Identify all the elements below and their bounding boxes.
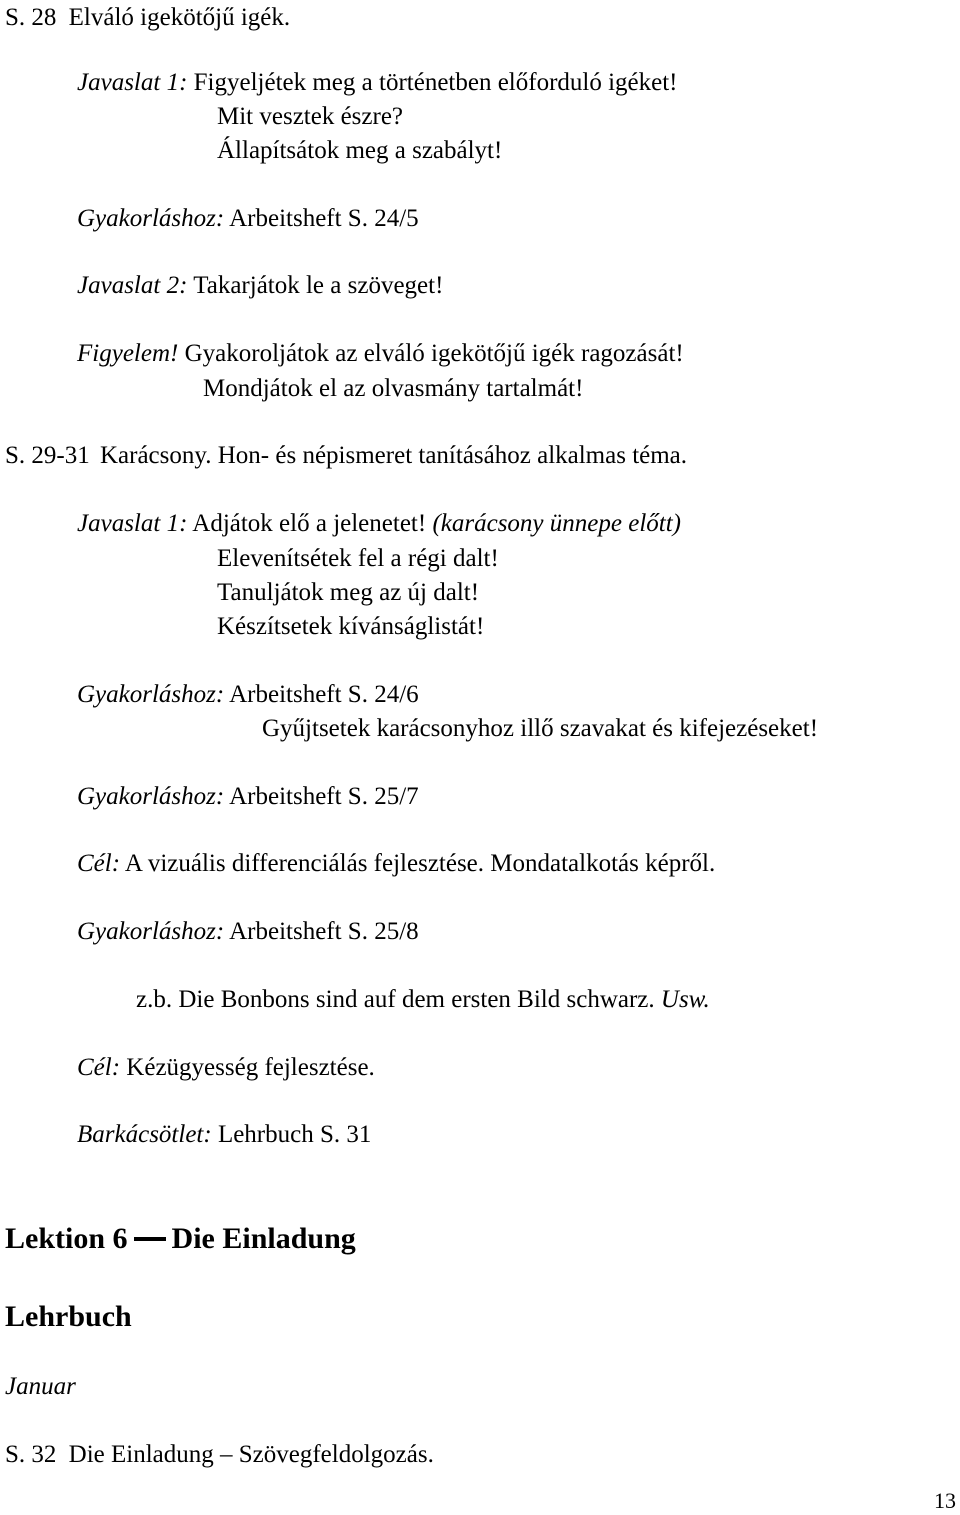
practice-text: Arbeitsheft S. 25/8 <box>229 918 419 945</box>
suggestion-1 <box>77 511 681 536</box>
heading-dash <box>134 1237 166 1241</box>
attention-label: Figyelem! <box>77 340 179 367</box>
lesson-heading-s29-31 <box>5 443 687 468</box>
goal-note <box>77 1055 375 1080</box>
practice-label: Gyakorláshoz: <box>77 918 225 945</box>
practice-text: Arbeitsheft S. 25/7 <box>229 783 419 810</box>
practice-text: Arbeitsheft S. 24/5 <box>229 205 419 232</box>
practice-task: Gyűjtsetek karácsonyhoz illő szavakat és kifejezéseket! <box>262 715 819 742</box>
page-ref: S. 28 <box>5 4 57 31</box>
lesson-title: Die Einladung – Szövegfeldolgozás. <box>68 1441 434 1468</box>
lesson-heading-s32 <box>5 1442 434 1467</box>
page-ref: S. 29-31 <box>5 442 90 469</box>
goal-text: Kézügyesség fejlesztése. <box>126 1054 375 1081</box>
suggestion-label: Javaslat 1: <box>77 69 188 96</box>
attention-note <box>77 341 684 366</box>
suggestion-text: Adjátok elő a jelenetet! <box>192 510 427 537</box>
suggestion-1 <box>77 70 678 95</box>
suggestion-note: (karácsony ünnepe előtt) <box>432 510 681 537</box>
lesson-heading-s28 <box>5 5 290 30</box>
chapter-number: Lektion 6 <box>5 1222 128 1255</box>
craft-idea <box>77 1122 371 1147</box>
chapter-title: Die Einladung <box>171 1222 356 1255</box>
suggestion-1-line-4: Készítsetek kívánságlistát! <box>217 613 485 640</box>
example-etc: Usw. <box>660 986 710 1013</box>
practice-ref <box>77 784 419 809</box>
month-label: Januar <box>5 1373 76 1400</box>
suggestion-text: Figyeljétek meg a történetben előforduló igéket! <box>193 69 678 96</box>
suggestion-text: Takarjátok le a szöveget! <box>193 272 444 299</box>
practice-label: Gyakorláshoz: <box>77 205 225 232</box>
practice-ref <box>77 206 419 231</box>
page-ref: S. 32 <box>5 1441 57 1468</box>
practice-label: Gyakorláshoz: <box>77 783 225 810</box>
suggestion-2 <box>77 273 443 298</box>
practice-ref <box>77 682 419 707</box>
attention-line-2: Mondjátok el az olvasmány tartalmát! <box>203 375 584 402</box>
goal-text: A vizuális differenciálás fejlesztése. Mondatalkotás képről. <box>124 850 716 877</box>
goal-label: Cél: <box>77 1054 121 1081</box>
goal-label: Cél: <box>77 850 121 877</box>
craft-label: Barkácsötlet: <box>77 1121 212 1148</box>
example-text: z.b. Die Bonbons sind auf dem ersten Bild schwarz. <box>136 986 655 1013</box>
lesson-title: Elváló igekötőjű igék. <box>68 4 291 31</box>
craft-text: Lehrbuch S. 31 <box>217 1121 372 1148</box>
attention-text: Gyakoroljátok az elváló igekötőjű igék ragozását! <box>184 340 684 367</box>
chapter-heading <box>5 1224 356 1254</box>
goal-note <box>77 851 715 876</box>
suggestion-label: Javaslat 2: <box>77 272 188 299</box>
suggestion-label: Javaslat 1: <box>77 510 188 537</box>
suggestion-1-line-2: Elevenítsétek fel a régi dalt! <box>217 545 499 572</box>
practice-text: Arbeitsheft S. 24/6 <box>229 681 419 708</box>
section-heading: Lehrbuch <box>5 1300 132 1333</box>
practice-label: Gyakorláshoz: <box>77 681 225 708</box>
lesson-title: Karácsony. Hon- és népismeret tanításához alkalmas téma. <box>99 442 688 469</box>
example-sentence <box>136 987 710 1012</box>
suggestion-1-line-3: Tanuljátok meg az új dalt! <box>217 579 480 606</box>
suggestion-1-line-3: Állapítsátok meg a szabályt! <box>217 137 503 164</box>
practice-ref <box>77 919 419 944</box>
page-number: 13 <box>934 1488 956 1513</box>
suggestion-1-line-2: Mit vesztek észre? <box>217 103 404 130</box>
